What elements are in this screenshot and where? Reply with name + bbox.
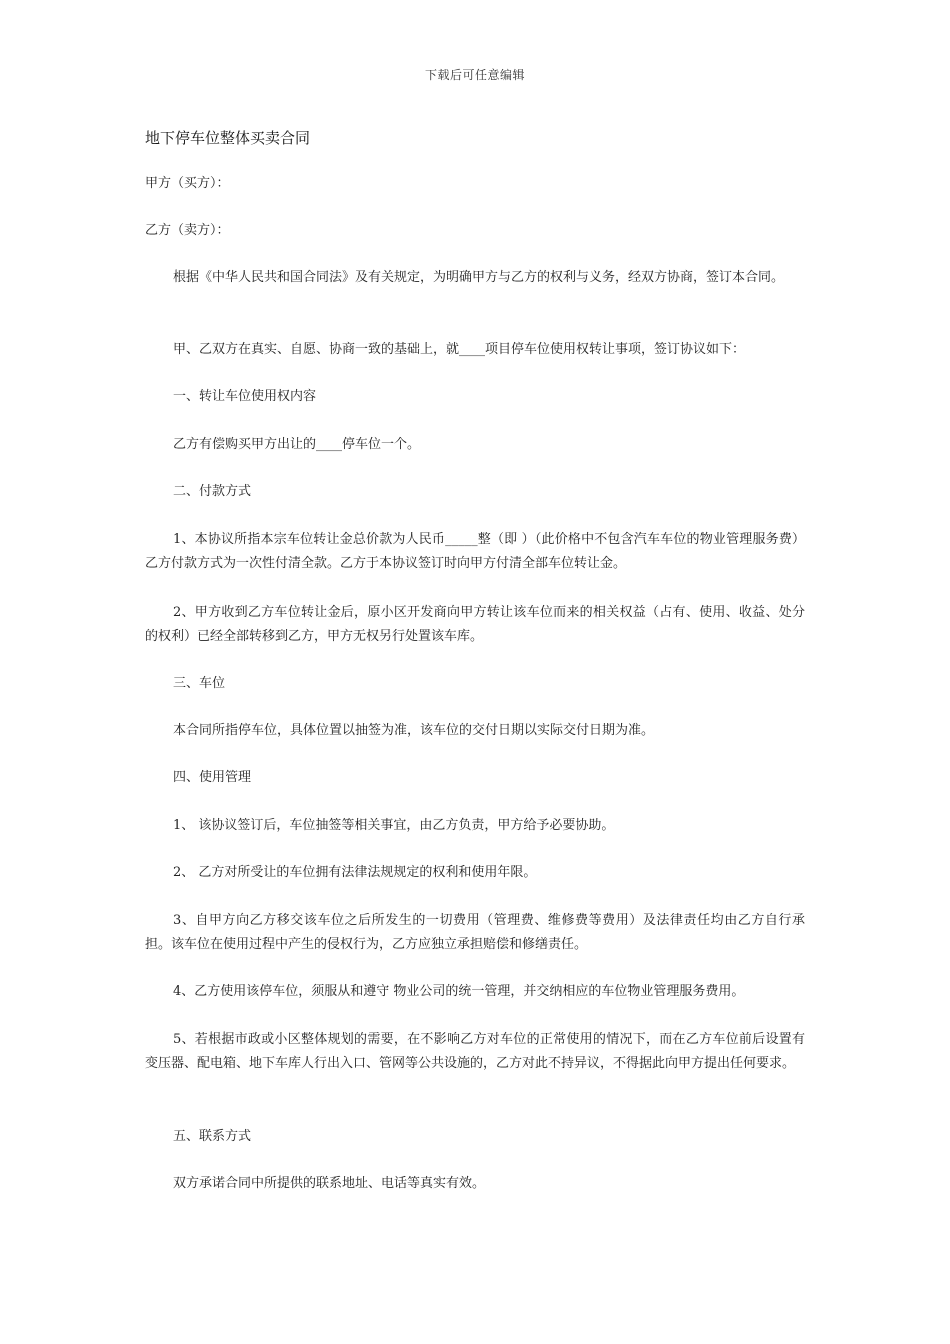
section-3-heading: 三、车位: [173, 676, 226, 691]
section-5-text: 双方承诺合同中所提供的联系地址、电话等真实有效。: [173, 1176, 486, 1191]
section-2-heading: 二、付款方式: [173, 484, 252, 499]
party-b-line: 乙方（卖方）：: [145, 223, 230, 238]
section-4-item-4: 4、乙方使用该停车位，须服从和遵守 物业公司的统一管理，并交纳相应的车位物业管理服务费用。: [173, 984, 745, 999]
section-4-item-2: 2、 乙方对所受让的车位拥有法律法规规定的权利和使用年限。: [173, 865, 537, 880]
section-5-heading: 五、联系方式: [173, 1129, 252, 1144]
section-4-item-5: 5、若根据市政或小区整体规划的需要，在不影响乙方对车位的正常使用的情况下，而在乙方车位前后设置有变压器、配电箱、地下车库人行出入口、管网等公共设施的，乙方对此不持异议，不得据此向甲方提出任何要求。: [145, 1032, 805, 1071]
section-4-item-1: 1、 该协议签订后，车位抽签等相关事宜，由乙方负责，甲方给予必要协助。: [173, 818, 615, 833]
intro-paragraph: 根据《中华人民共和国合同法》及有关规定，为明确甲方与乙方的权利与义务，经双方协商，签订本合同。: [173, 270, 785, 285]
party-a-line: 甲方（买方）：: [145, 176, 230, 191]
section-2-paragraph-1: 1、本协议所指本宗车位转让金总价款为人民币_____整（即 ）（此价格中不包含汽车车位的物业管理服务费）乙方付款方式为一次性付清全款。乙方于本协议签订时向甲方付清全部车位转让金。: [145, 532, 805, 571]
section-3-text: 本合同所指停车位，具体位置以抽签为准，该车位的交付日期以实际交付日期为准。: [173, 723, 655, 738]
section-4-item-3: 3、自甲方向乙方移交该车位之后所发生的一切费用（管理费、维修费等费用）及法律责任均由乙方自行承担。该车位在使用过程中产生的侵权行为，乙方应独立承担赔偿和修缮责任。: [145, 913, 805, 952]
section-4-heading: 四、使用管理: [173, 770, 252, 785]
section-1-heading: 一、转让车位使用权内容: [173, 389, 317, 404]
section-2-paragraph-2: 2、甲方收到乙方车位转让金后，原小区开发商向甲方转让该车位而来的相关权益（占有、使用、收益、处分的权利）已经全部转移到乙方，甲方无权另行处置该车库。: [145, 605, 805, 644]
section-1-text: 乙方有偿购买甲方出让的____停车位一个。: [173, 437, 421, 452]
document-title: 地下停车位整体买卖合同: [145, 129, 311, 147]
header-note: 下载后可任意编辑: [424, 68, 525, 82]
basis-paragraph: 甲、乙双方在真实、自愿、协商一致的基础上，就____项目停车位使用权转让事项，签订协议如下：: [173, 342, 746, 357]
